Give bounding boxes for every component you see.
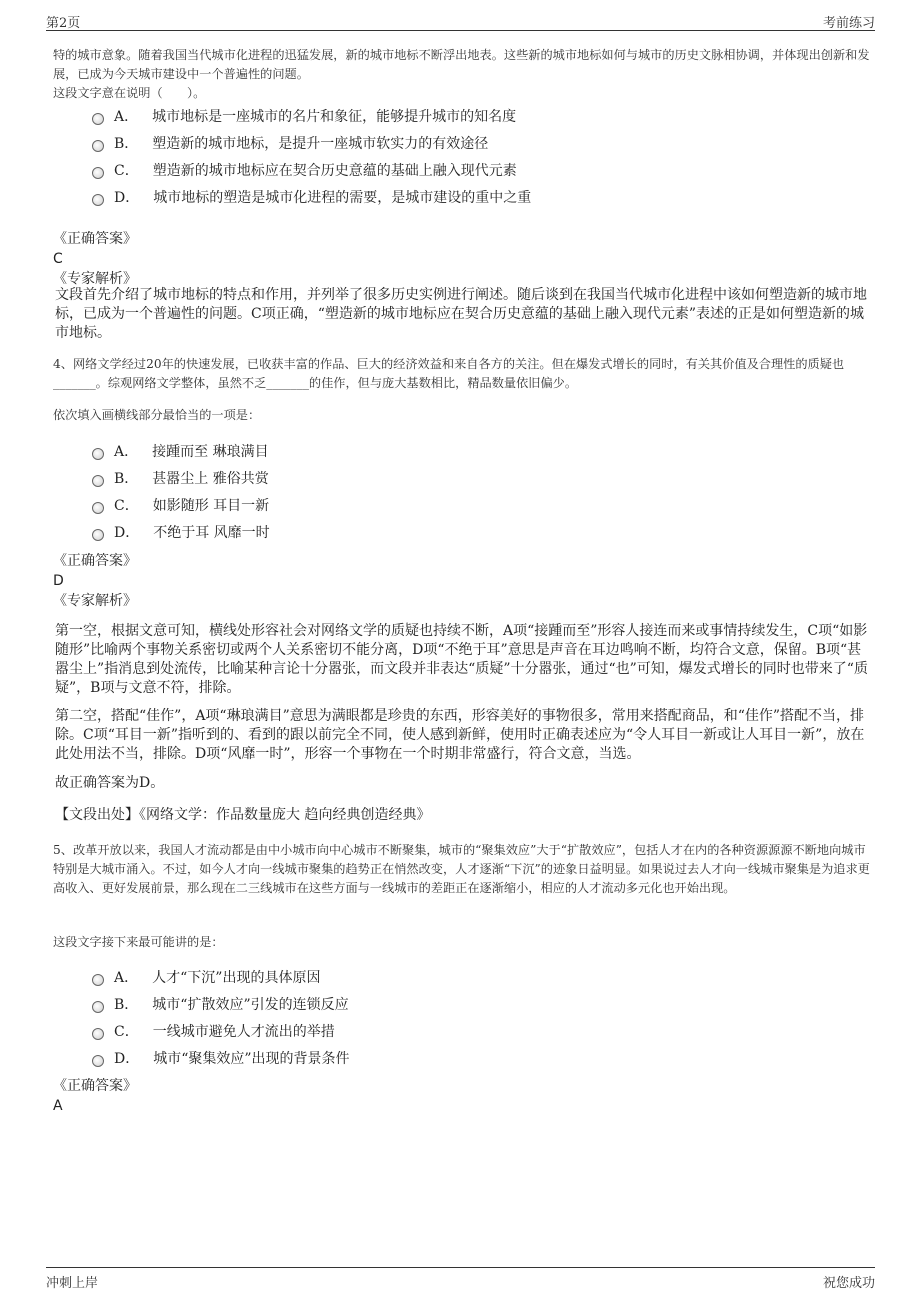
radio-icon[interactable] <box>92 502 104 514</box>
radio-icon[interactable] <box>92 448 104 460</box>
q4-analysis-p2: 第二空，搭配“佳作”，A项“琳琅满目”意思为满眼都是珍贵的东西，形容美好的事物很多，常用来搭配商品，和“佳作”搭配不当，排除。C项“耳目一新”指听到的、看到的跟以前完全不同，使人感到新鲜，使用时正确表述应为“令人耳目一新或让人耳目一新”，放在此处用法不当，排除。D项“风靡一时”，形容一个事物在一个时期非常盛行，符合文意，当选。 <box>55 708 865 762</box>
answer-label: 《正确答案》 <box>53 231 137 247</box>
q3-stem: 特的城市意象。随着我国当代城市化进程的迅猛发展，新的城市地标不断浮出地表。这些新的城市地标如何与城市的历史文脉相协调，并体现出创新和发展，已成为今天城市建设中一个普遍性的问题。 这段文字意在说明（ ）。 <box>53 46 870 103</box>
q4-option-d[interactable]: D． 不绝于耳 风靡一时 <box>92 518 270 545</box>
q4-option-c[interactable]: C． 如影随形 耳目一新 <box>92 491 270 518</box>
q5-answer-section <box>53 1076 870 1116</box>
footer-right: 祝您成功 <box>822 1276 875 1291</box>
q4-analysis-p3: 故正确答案为D。 <box>55 775 165 791</box>
q3-options <box>92 102 531 210</box>
analysis-label: 《专家解析》 <box>53 271 137 287</box>
radio-icon[interactable] <box>92 1028 104 1040</box>
radio-icon[interactable] <box>92 974 104 986</box>
header-title: 考前练习 <box>822 16 875 31</box>
answer-value: C <box>53 251 63 267</box>
radio-icon[interactable] <box>92 529 104 541</box>
q4-option-a[interactable]: A． 接踵而至 琳琅满目 <box>92 437 270 464</box>
page-header <box>46 12 875 31</box>
q4-answer-section <box>53 551 870 611</box>
analysis-label: 《专家解析》 <box>53 593 137 609</box>
radio-icon[interactable] <box>92 140 104 152</box>
q4-analysis-p1: 第一空，根据文意可知，横线处形容社会对网络文学的质疑也持续不断，A项“接踵而至”形容人接连而来或事情持续发生，C项“如影随形”比喻两个事物关系密切或两个人关系密切不能分离，D项“不绝于耳”意思是声音在耳边鸣响不断，均符合文意，保留。B项“甚嚣尘上”指消息到处流传，比喻某种言论十分嚣张，而文段并非表达“质疑”十分嚣张，通过“也”可知，爆发式增长的同时也带来了“质疑”，B项与文意不符，排除。 <box>55 623 868 696</box>
radio-icon[interactable] <box>92 167 104 179</box>
radio-icon[interactable] <box>92 113 104 125</box>
answer-label: 《正确答案》 <box>53 553 137 569</box>
q4-prompt: 依次填入画横线部分最恰当的一项是： <box>53 408 261 422</box>
q3-option-c[interactable]: C． 塑造新的城市地标应在契合历史意蕴的基础上融入现代元素 <box>92 156 531 183</box>
q5-option-d[interactable]: D． 城市“聚集效应”出现的背景条件 <box>92 1044 350 1071</box>
q3-prompt: 这段文字意在说明（ ）。 <box>53 86 206 100</box>
q3-analysis: 文段首先介绍了城市地标的特点和作用，并列举了很多历史实例进行阐述。随后谈到在我国当代城市化进程中该如何塑造新的城市地标，已成为一个普遍性的问题。C项正确，“塑造新的城市地标应在契合历史意蕴的基础上融入现代元素”表述的正是如何塑造新的城市地标。 <box>55 287 867 341</box>
answer-value: D <box>53 573 64 589</box>
q5-option-c[interactable]: C． 一线城市避免人才流出的举措 <box>92 1017 350 1044</box>
q4-source: 【文段出处】《网络文学：作品数量庞大 趋向经典创造经典》 <box>55 807 431 823</box>
q3-option-a[interactable]: A． 城市地标是一座城市的名片和象征，能够提升城市的知名度 <box>92 102 531 129</box>
radio-icon[interactable] <box>92 475 104 487</box>
q5-option-b[interactable]: B． 城市“扩散效应”引发的连锁反应 <box>92 990 350 1017</box>
q5-stem: 5、改革开放以来，我国人才流动都是由中小城市向中心城市不断聚集，城市的“聚集效应”大于“扩散效应”，包括人才在内的各种资源源源不断地向城市特别是大城市涌入。不过，如今人才向一线城市聚集的趋势正在悄然改变，人才逐渐“下沉”的迹象日益明显。如果说过去人才向一线城市聚集是为追求更高收入、更好发展前景，那么现在二三线城市在这些方面与一线城市的差距正在逐渐缩小，相应的人才流动多元化也开始出现。 <box>53 843 870 895</box>
page-footer <box>46 1267 875 1290</box>
q5-options <box>92 963 350 1071</box>
q4-stem: 4、网络文学经过20年的快速发展，已收获丰富的作品、巨大的经济效益和来自各方的关注。但在爆发式增长的同时，有关其价值及合理性的质疑也_______。综观网络文学整体，虽然不乏_______的佳作，但与庞大基数相比，精品数量依旧偏少。 <box>53 357 845 390</box>
q3-answer-section <box>53 229 870 289</box>
q4-option-b[interactable]: B． 甚嚣尘上 雅俗共赏 <box>92 464 270 491</box>
q4-options <box>92 437 270 545</box>
answer-label: 《正确答案》 <box>53 1078 137 1094</box>
q5-option-a[interactable]: A． 人才“下沉”出现的具体原因 <box>92 963 350 990</box>
q3-option-d[interactable]: D． 城市地标的塑造是城市化进程的需要，是城市建设的重中之重 <box>92 183 531 210</box>
radio-icon[interactable] <box>92 194 104 206</box>
radio-icon[interactable] <box>92 1001 104 1013</box>
q3-option-b[interactable]: B． 塑造新的城市地标，是提升一座城市软实力的有效途径 <box>92 129 531 156</box>
page-number: 第2页 <box>46 16 81 31</box>
footer-left: 冲刺上岸 <box>46 1276 99 1291</box>
answer-value: A <box>53 1098 63 1114</box>
radio-icon[interactable] <box>92 1055 104 1067</box>
q5-prompt: 这段文字接下来最可能讲的是： <box>53 935 224 949</box>
